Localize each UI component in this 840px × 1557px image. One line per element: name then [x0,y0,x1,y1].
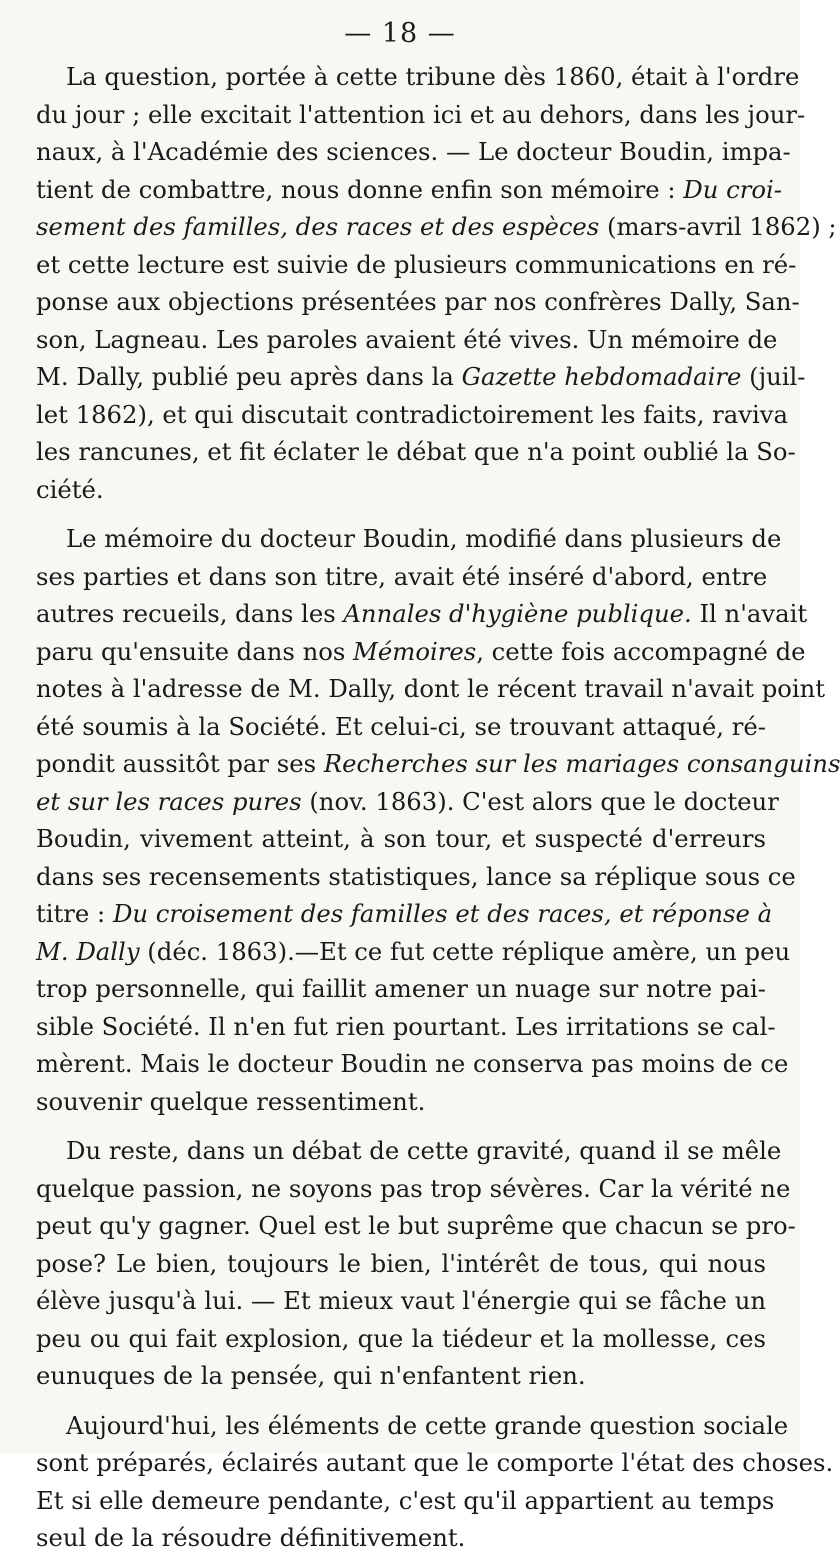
text-run: quelque passion, ne soyons pas trop sévères. Car la vérité ne [36,1173,791,1203]
paragraph [36,1132,796,1395]
text-line [36,1357,766,1395]
text-run: paru qu'ensuite dans nos [36,636,354,666]
text-run: élève jusqu'à lui. — Et mieux vaut l'énergie qui se fâche un [36,1286,766,1315]
text-run: sont préparés, éclairés autant que le comporte l'état des choses. [36,1448,834,1477]
text-run: Le mémoire du docteur Boudin, modifié dans plusieurs de [66,524,782,553]
text-line [36,96,806,134]
text-run: ses parties et dans son titre, avait été inséré d'abord, entre [36,561,768,591]
text-line [36,1083,766,1121]
text-line [36,745,840,783]
text-line [36,708,766,746]
italic-text: Du croi- [683,174,782,204]
text-run: seul de la résoudre définitivement. [36,1523,466,1552]
text-run: pondit aussitôt par ses [36,749,324,778]
text-run: M. Dally, publié peu après dans la [36,362,462,391]
text-line [36,1207,796,1245]
text-run: Il n'avait [691,599,808,628]
text-run: souvenir quelque ressentiment. [36,1086,426,1116]
italic-text: et sur les races pures [36,786,302,816]
text-line [36,358,806,396]
text-line [36,283,800,321]
body-text [36,58,840,1557]
text-line [36,1282,766,1320]
text-line [36,895,773,933]
text-run: (juil- [741,362,806,391]
text-run: tient de combattre, nous donne enfin son mémoire : [36,174,684,204]
text-line [36,1045,789,1083]
text-run: ponse aux objections présentées par nos confrères Dally, San- [36,287,800,316]
text-line [36,321,778,359]
text-line [36,670,826,708]
text-run: (mars-avril 1862) ; [599,212,837,241]
text-run: La question, portée à cette tribune dès 1860, était à l'ordre [66,62,800,91]
italic-text: Recherches sur les mariages consanguins [323,749,840,778]
text-line [36,933,791,971]
italic-text: sement des familles, des races et des espèces [36,212,600,241]
paragraph [36,58,837,508]
italic-text: Gazette hebdomadaire [461,362,742,391]
text-run: Boudin, vivement atteint, à son tour, et suspecté d'erreurs [36,824,766,853]
text-line [36,1407,789,1445]
text-run: peut qu'y gagner. Quel est le but suprême que chacun se pro- [36,1211,796,1240]
text-line [36,58,800,96]
text-run: sible Société. Il n'en fut rien pourtant. Les irritations se cal- [36,1011,776,1041]
text-run: été soumis à la Société. Et celui-ci, se trouvant attaqué, ré- [36,711,766,741]
text-line [36,783,779,821]
text-line [36,1008,776,1046]
text-run: son, Lagneau. Les paroles avaient été vives. Un mémoire de [36,324,778,354]
text-line [36,433,796,471]
text-line [36,471,766,509]
text-line [36,133,791,171]
text-line [36,1170,791,1208]
text-line [36,1482,775,1520]
text-run: (déc. 1863).—Et ce fut cette réplique amère, un peu [139,936,791,966]
paragraph [36,520,840,1120]
text-line [36,1245,766,1283]
text-line [36,1320,766,1358]
text-run: pose? Le bien, toujours le bien, l'intérêt de tous, qui nous [36,1248,766,1278]
text-line [36,520,782,558]
text-run: trop personnelle, qui faillit amener un nuage sur notre pai- [36,974,766,1003]
paragraph [36,1407,834,1557]
text-run: Et si elle demeure pendante, c'est qu'il appartient au temps [36,1485,775,1515]
text-line [36,1519,766,1557]
text-line [36,633,806,671]
italic-text: Mémoires [353,636,477,666]
text-run: mèrent. Mais le docteur Boudin ne conserva pas moins de ce [36,1049,789,1078]
text-run: autres recueils, dans les [36,599,344,628]
text-line [36,208,837,246]
text-line [36,396,788,434]
page-number: — 18 — [344,18,456,49]
text-run: peu ou qui fait explosion, que la tiédeur et la mollesse, ces [36,1323,766,1353]
text-run: Aujourd'hui, les éléments de cette grande question sociale [66,1410,789,1440]
text-line [36,171,782,209]
text-run: (nov. 1863). C'est alors que le docteur [301,786,779,816]
text-run: Du reste, dans un débat de cette gravité, quand il se mêle [66,1136,782,1165]
text-run: les rancunes, et fit éclater le débat que n'a point oublié la So- [36,437,796,466]
text-line [36,858,796,896]
text-line [36,595,808,633]
text-run: titre : [36,899,113,928]
text-line [36,246,797,284]
text-run: du jour ; elle excitait l'attention ici et au dehors, dans les jour- [36,99,806,129]
text-line [36,820,766,858]
italic-text: Du croisement des familles et des races, et réponse à [112,899,773,928]
text-line [36,1444,834,1482]
text-run: ciété. [36,474,104,504]
italic-text: Annales d'hygiène publique. [343,599,692,628]
text-run: et cette lecture est suivie de plusieurs communications en ré- [36,249,797,279]
text-run: dans ses recensements statistiques, lance sa réplique sous ce [36,861,796,891]
text-run: , cette fois accompagné de [476,636,806,666]
text-run: eunuques de la pensée, qui n'enfantent rien. [36,1361,586,1390]
text-run: let 1862), et qui discutait contradictoirement les faits, raviva [36,399,788,429]
text-line [36,558,766,596]
text-run: naux, à l'Académie des sciences. — Le docteur Boudin, impa- [36,137,791,166]
italic-text: M. Dally [36,936,140,966]
text-line [36,970,766,1008]
text-run: notes à l'adresse de M. Dally, dont le récent travail n'avait point [36,674,826,703]
text-line [36,1132,782,1170]
